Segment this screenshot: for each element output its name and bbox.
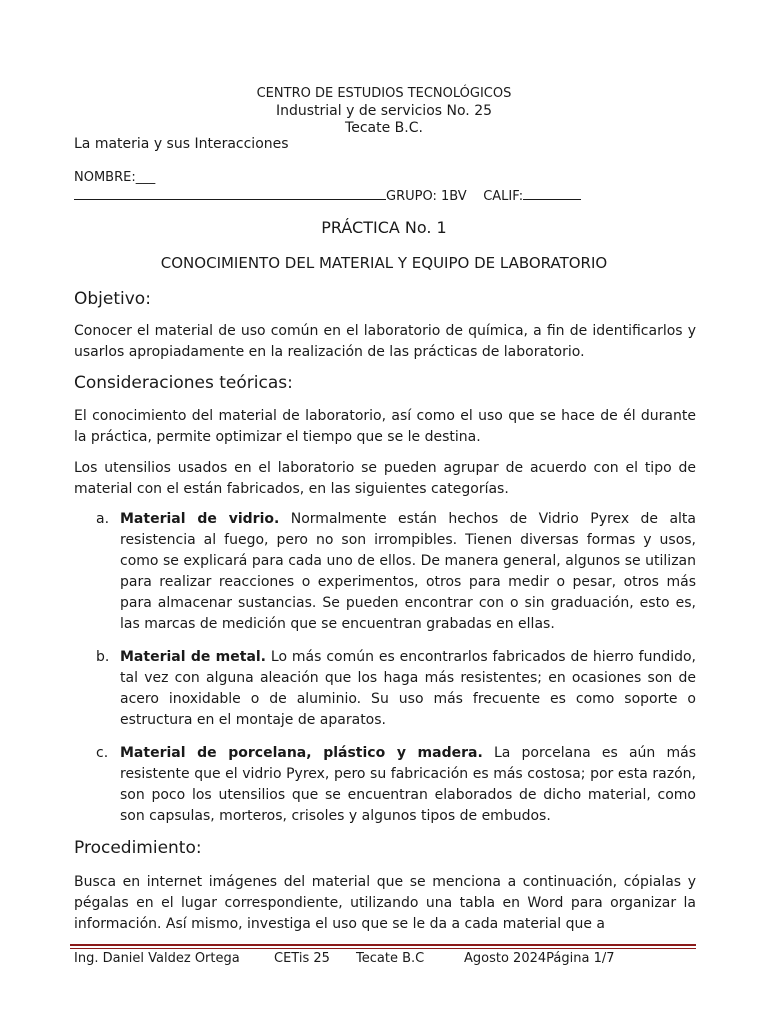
footer-divider bbox=[70, 944, 696, 946]
list-item-term: Material de vidrio. bbox=[120, 511, 280, 527]
page-footer bbox=[74, 951, 615, 966]
calif-blank-line bbox=[523, 187, 581, 200]
list-item bbox=[96, 647, 696, 731]
procedimiento-text: Busca en internet imágenes del material que se menciona a continuación, cópialas y pégalas en el lugar correspondiente, utilizando una tabla en Word para organizar la información. Así mismo, investiga el uso que se le da a cada material que a bbox=[74, 874, 696, 932]
footer-date: Agosto 2024 bbox=[464, 951, 547, 966]
footer-page-number: Página 1/7 bbox=[546, 951, 615, 966]
list-item bbox=[96, 743, 696, 827]
footer-divider-thin bbox=[70, 948, 696, 949]
footer-author: Ing. Daniel Valdez Ortega bbox=[74, 951, 240, 966]
list-marker: a. bbox=[96, 511, 110, 527]
name-blank-line bbox=[74, 187, 386, 200]
footer-city: Tecate B.C bbox=[356, 951, 425, 966]
school-department: Industrial y de servicios No. 25 bbox=[275, 103, 493, 119]
objetivo-heading: Objetivo: bbox=[74, 289, 151, 309]
grupo-label: GRUPO: 1BV bbox=[386, 189, 467, 204]
document-title: CONOCIMIENTO DEL MATERIAL Y EQUIPO DE LABORATORIO bbox=[160, 254, 608, 272]
list-item-term: Material de metal. bbox=[120, 649, 267, 665]
list-marker: c. bbox=[96, 745, 109, 761]
consideraciones-heading: Consideraciones teóricas: bbox=[74, 373, 293, 393]
list-item-text: Lo más común es encontrarlos fabricados de hierro fundido, tal vez con alguna aleación que los haga más resistentes; en ocasiones son de acero inoxidable o de aluminio. Su uso más frecuente es como soporte o estructura en el montaje de aparatos. bbox=[120, 649, 696, 728]
consideraciones-para-2: Los utensilios usados en el laboratorio se pueden agrupar de acuerdo con el tipo de material con el están fabricados, en las siguientes categorías. bbox=[74, 460, 696, 497]
list-item-term: Material de porcelana, plástico y madera. bbox=[120, 745, 483, 761]
material-categories-list bbox=[96, 509, 696, 839]
list-item bbox=[96, 509, 696, 635]
practice-number: PRÁCTICA No. 1 bbox=[321, 218, 447, 237]
procedimiento-heading: Procedimiento: bbox=[74, 838, 202, 858]
calif-label: CALIF: bbox=[483, 189, 524, 204]
student-info-line bbox=[74, 187, 581, 204]
consideraciones-para-1: El conocimiento del material de laboratorio, así como el uso que se hace de él durante la práctica, permite optimizar el tiempo que se le destina. bbox=[74, 408, 696, 445]
objetivo-text: Conocer el material de uso común en el laboratorio de química, a fin de identificarlos y usarlos apropiadamente en la realización de las prácticas de laboratorio. bbox=[74, 323, 696, 360]
list-item-text: Normalmente están hechos de Vidrio Pyrex de alta resistencia al fuego, pero no son irrompibles. Tienen diversas formas y usos, como se explicará para cada uno de ellos. De manera general, algunos se utilizan para realizar reacciones o experimentos, otros para medir o pesar, otros más para almacenar sustancias. Se pueden encontrar con o sin graduación, esto es, las marcas de medición que se encuentran grabadas en ellas. bbox=[120, 511, 696, 632]
footer-school: CETis 25 bbox=[274, 951, 330, 966]
list-marker: b. bbox=[96, 649, 110, 665]
list-item-text: La porcelana es aún más resistente que el vidrio Pyrex, pero su fabricación es más costosa; por esta razón, son poco los utensilios que se encuentran elaborados de dicho material, como son capsulas, morteros, crisoles y algunos tipos de embudos. bbox=[120, 745, 696, 824]
school-name: CENTRO DE ESTUDIOS TECNOLÓGICOS bbox=[256, 86, 512, 101]
school-city: Tecate B.C. bbox=[345, 120, 423, 136]
nombre-label: NOMBRE:___ bbox=[74, 170, 156, 185]
subject-title: La materia y sus Interacciones bbox=[74, 136, 289, 152]
